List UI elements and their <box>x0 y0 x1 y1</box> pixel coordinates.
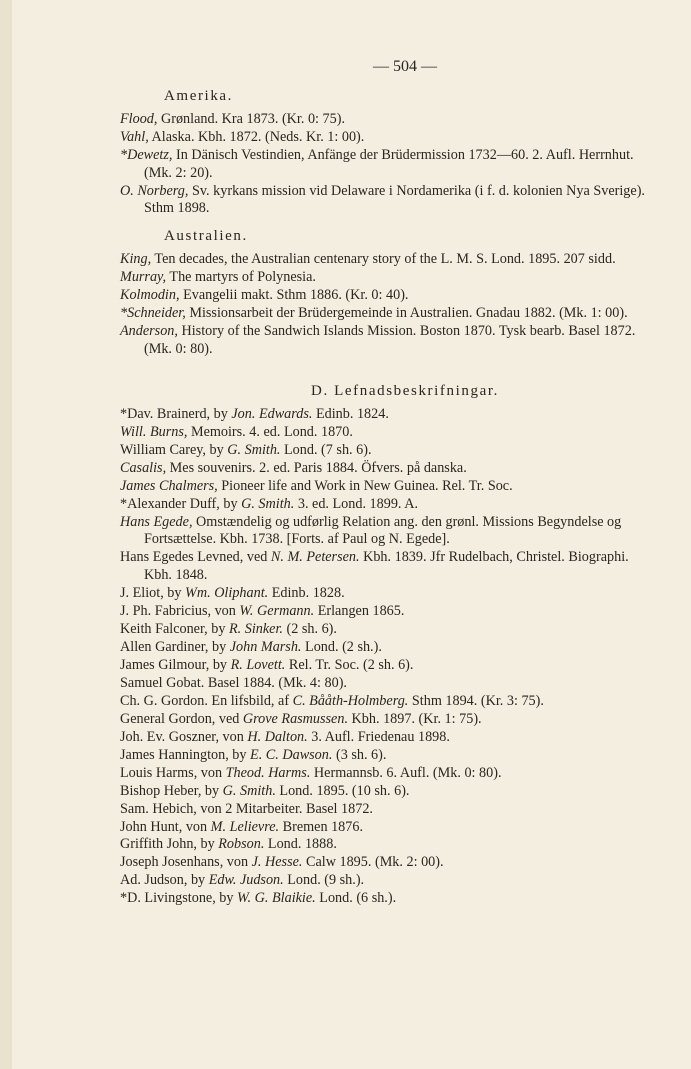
bibliography-entry <box>120 729 650 747</box>
bibliography-entry <box>120 747 650 765</box>
entry-text: Edinb. 1828. <box>268 584 345 601</box>
entry-author: Wm. Oliphant. <box>185 584 269 601</box>
entry-author: Robson. <box>218 836 265 853</box>
entry-text: Sthm 1894. (Kr. 3: 75). <box>408 692 544 709</box>
entry-prefix: Sam. Hebich, von 2 Mitarbeiter. Basel 1872. <box>120 800 373 817</box>
entry-text: Lond. 1895. (10 sh. 6). <box>275 782 410 799</box>
entry-author: G. Smith. <box>241 495 295 512</box>
entry-author: E. C. Dawson. <box>250 746 333 763</box>
entry-prefix: Hans Egedes Levned, ved <box>120 549 271 566</box>
entry-text: Pioneer life and Work in New Guinea. Rel. Tr. Soc. <box>217 477 513 494</box>
entry-prefix: Joseph Josenhans, von <box>120 854 252 871</box>
entry-text: Lond. 1888. <box>264 836 337 853</box>
entry-text: 3. ed. Lond. 1899. A. <box>294 495 419 512</box>
entry-author: Murray, <box>120 269 167 286</box>
entry-prefix: *D. Livingstone, by <box>120 890 238 907</box>
entry-text: In Dänisch Vestindien, Anfänge der Brüdermission 1732—60. 2. Aufl. Herrnhut. (Mk. 2: 20). <box>144 146 634 181</box>
entry-text: Lond. (7 sh. 6). <box>280 441 372 458</box>
bibliography-entry <box>120 323 650 358</box>
entry-author: H. Dalton. <box>247 728 308 745</box>
bibliography-entry <box>120 251 650 269</box>
entry-author: Theod. Harms. <box>225 764 311 781</box>
entry-prefix: James Gilmour, by <box>120 656 231 673</box>
entry-author: James Chalmers, <box>120 477 218 494</box>
entry-prefix: Ch. G. Gordon. En lifsbild, af <box>120 692 293 709</box>
bibliography-entry <box>120 675 650 693</box>
entry-prefix: Ad. Judson, by <box>120 872 209 889</box>
entry-text: Evangelii makt. Sthm 1886. (Kr. 0: 40). <box>179 287 409 304</box>
entry-author: Kolmodin, <box>120 287 180 304</box>
entry-prefix: James Hannington, by <box>120 746 251 763</box>
bibliography-entry <box>120 890 650 908</box>
bibliography-entry <box>120 147 650 182</box>
entry-prefix: Louis Harms, von <box>120 764 226 781</box>
entry-prefix: J. Eliot, by <box>120 584 186 601</box>
entry-text: Edinb. 1824. <box>312 405 389 422</box>
entry-author: R. Lovett. <box>230 656 286 673</box>
entry-text: Lond. (6 sh.). <box>315 890 397 907</box>
entry-text: Kbh. 1897. (Kr. 1: 75). <box>348 710 482 727</box>
entry-author: C. Bååth-Holmberg. <box>292 692 409 709</box>
page-content <box>120 58 650 908</box>
bibliography-entry <box>120 424 650 442</box>
entry-text: Omstændelig og udførlig Relation ang. den grønl. Missions Begyndelse og Fortsættelse. Kbh. 1738. [Forts. af Paul og N. Egede]. <box>144 513 622 548</box>
bibliography-entry <box>120 783 650 801</box>
bibliography-entry <box>120 585 650 603</box>
bibliography-entry <box>120 801 650 819</box>
section-spacer <box>120 218 650 224</box>
entry-author: Jon. Edwards. <box>231 405 313 422</box>
entry-author: G. Smith. <box>222 782 276 799</box>
entry-prefix: J. Ph. Fabricius, von <box>120 602 240 619</box>
entry-author: Vahl, <box>120 128 149 145</box>
entry-text: Kbh. 1839. Jfr Rudelbach, Christel. Biographi. Kbh. 1848. <box>144 549 629 583</box>
section-heading: Australien. <box>164 228 248 245</box>
section-heading: Amerika. <box>164 88 234 104</box>
page-number: — 504 — <box>373 58 437 75</box>
entry-prefix: Samuel Gobat. Basel 1884. (Mk. 4: 80). <box>120 674 347 691</box>
bibliography-entry <box>120 406 650 424</box>
entry-prefix: Keith Falconer, by <box>120 620 229 637</box>
entry-text: (3 sh. 6). <box>332 746 387 763</box>
entry-text: (2 sh. 6). <box>282 620 337 637</box>
bibliography-entry <box>120 460 650 478</box>
section-spacer <box>120 359 650 373</box>
entry-author: Anderson, <box>120 323 178 340</box>
bibliography-entry <box>120 819 650 837</box>
entry-author: W. Germann. <box>239 602 315 619</box>
bibliography-entry <box>120 442 650 460</box>
entry-author: *Schneider, <box>120 305 186 322</box>
bibliography-entry <box>120 478 650 496</box>
entry-author: *Dewetz, <box>120 146 173 163</box>
entry-author: Grove Rasmussen. <box>242 710 348 727</box>
entry-prefix: William Carey, by <box>120 441 228 458</box>
entry-text: Erlangen 1865. <box>314 602 405 619</box>
entry-text: Ten decades, the Australian centenary story of the L. M. S. Lond. 1895. 207 sidd. <box>151 251 616 268</box>
section-heading: D. Lefnadsbeskrifningar. <box>311 382 499 399</box>
bibliography-entry <box>120 765 650 783</box>
entry-prefix: *Alexander Duff, by <box>120 495 242 512</box>
entry-prefix: Griffith John, by <box>120 836 219 853</box>
entry-author: Edw. Judson. <box>208 872 284 889</box>
entry-author: G. Smith. <box>227 441 281 458</box>
entry-author: M. Lelievre. <box>210 818 280 835</box>
entry-text: 3. Aufl. Friedenau 1898. <box>307 728 450 745</box>
page-edge <box>0 0 12 1069</box>
bibliography-entry <box>120 836 650 854</box>
entry-author: King, <box>120 251 152 268</box>
entry-text: Memoirs. 4. ed. Lond. 1870. <box>187 423 353 440</box>
bibliography-entry <box>120 269 650 287</box>
entry-text: The martyrs of Polynesia. <box>166 269 316 286</box>
entry-text: Lond. (2 sh.). <box>301 638 382 655</box>
bibliography-entry <box>120 603 650 621</box>
entry-prefix: Allen Gardiner, by <box>120 638 230 655</box>
bibliography-entry <box>120 711 650 729</box>
entry-author: Hans Egede, <box>120 513 193 530</box>
bibliography-entry <box>120 305 650 323</box>
entry-author: W. G. Blaikie. <box>237 890 316 907</box>
bibliography-entry <box>120 549 650 584</box>
bibliography-entry <box>120 287 650 305</box>
entry-prefix: General Gordon, ved <box>120 710 243 727</box>
bibliography-entry <box>120 639 650 657</box>
entry-author: R. Sinker. <box>228 620 283 637</box>
entry-prefix: Joh. Ev. Goszner, von <box>120 728 248 745</box>
bibliography-entry <box>120 621 650 639</box>
bibliography-entry <box>120 111 650 129</box>
entry-text: Missionsarbeit der Brüdergemeinde in Australien. Gnadau 1882. (Mk. 1: 00). <box>185 305 628 322</box>
entry-author: N. M. Petersen. <box>270 549 360 566</box>
bibliography-entry <box>120 496 650 514</box>
entry-author: Will. Burns, <box>120 423 188 440</box>
entry-author: John Marsh. <box>229 638 302 655</box>
entry-text: Calw 1895. (Mk. 2: 00). <box>302 854 444 871</box>
entry-author: O. Norberg, <box>120 182 189 199</box>
bibliography-entry <box>120 854 650 872</box>
bibliography-entry <box>120 514 650 549</box>
entry-prefix: John Hunt, von <box>120 818 211 835</box>
bibliography-entry <box>120 693 650 711</box>
entry-text: Bremen 1876. <box>279 818 364 835</box>
bibliography-entry <box>120 183 650 218</box>
bibliography-entry <box>120 872 650 890</box>
entry-prefix: Bishop Heber, by <box>120 782 223 799</box>
entry-text: Rel. Tr. Soc. (2 sh. 6). <box>285 656 414 673</box>
entry-text: Grønland. Kra 1873. (Kr. 0: 75). <box>157 111 345 127</box>
entry-author: J. Hesse. <box>251 854 303 871</box>
entry-text: Sv. kyrkans mission vid Delaware i Nordamerika (i f. d. kolonien Nya Sverige). Sthm 1898. <box>144 182 645 217</box>
bibliography-entry <box>120 129 650 147</box>
entry-text: History of the Sandwich Islands Mission. Boston 1870. Tysk bearb. Basel 1872. (Mk. 0: 80). <box>144 323 636 357</box>
entry-text: Alaska. Kbh. 1872. (Neds. Kr. 1: 00). <box>148 128 365 145</box>
entry-author: Casalis, <box>120 459 167 476</box>
entry-author: Flood, <box>120 111 158 127</box>
entry-prefix: *Dav. Brainerd, by <box>120 405 232 422</box>
entry-text: Hermannsb. 6. Aufl. (Mk. 0: 80). <box>310 764 502 781</box>
entry-text: Lond. (9 sh.). <box>283 872 365 889</box>
entry-text: Mes souvenirs. 2. ed. Paris 1884. Öfvers. på danska. <box>166 459 467 476</box>
bibliography-entry <box>120 657 650 675</box>
